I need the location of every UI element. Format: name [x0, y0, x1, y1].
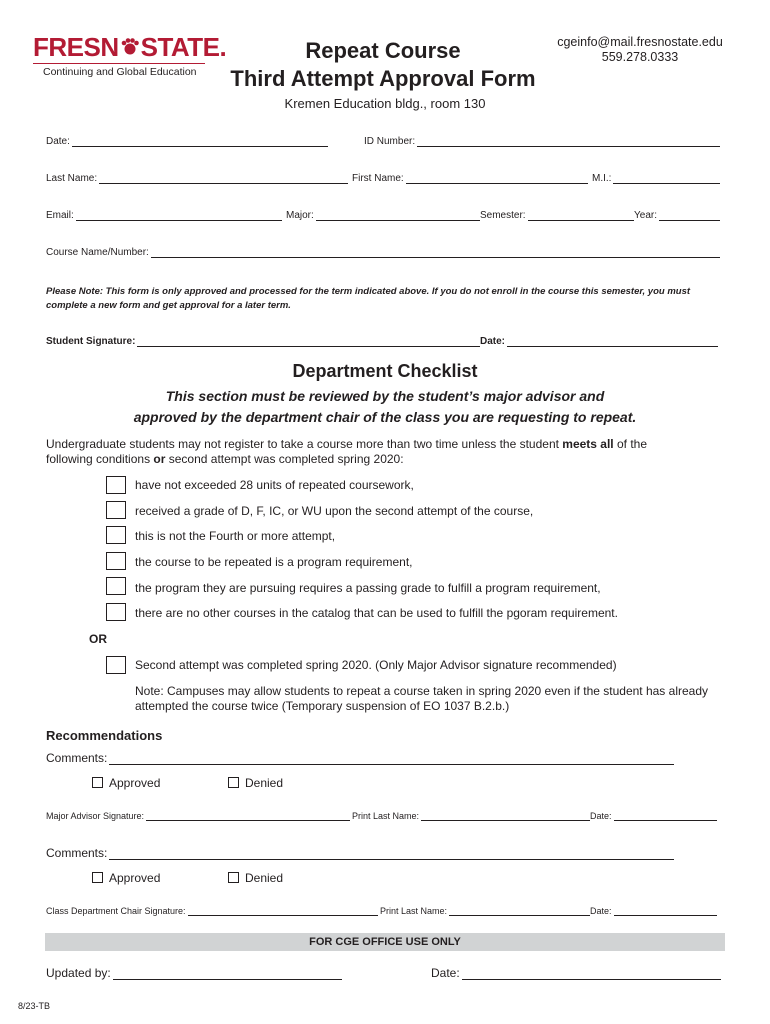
- denied-checkbox[interactable]: [228, 872, 239, 883]
- approved-checkbox[interactable]: [92, 872, 103, 883]
- checklist-subtitle-line-1: This section must be reviewed by the student’s major advisor and: [165, 388, 605, 404]
- advisor-date-field[interactable]: [614, 810, 717, 821]
- checklist-heading: Department Checklist: [292, 361, 478, 381]
- chair-denied-option[interactable]: [228, 871, 283, 885]
- semester-field[interactable]: [528, 210, 634, 221]
- office-use-bar: FOR CGE OFFICE USE ONLY: [45, 933, 725, 951]
- advisor-print-name-label: Print Last Name:: [352, 811, 420, 821]
- student-signature-field[interactable]: [137, 336, 480, 347]
- denied-label: Denied: [245, 776, 284, 790]
- or-label: OR: [89, 632, 107, 646]
- office-date-field[interactable]: [462, 967, 721, 980]
- advisor-denied-option[interactable]: [228, 776, 283, 790]
- chair-print-name-field[interactable]: [449, 905, 590, 916]
- checkbox-condition-6[interactable]: [106, 603, 126, 621]
- recommendations-heading: Recommendations: [46, 728, 163, 743]
- updated-by-field[interactable]: [113, 967, 342, 980]
- contact-phone: 559.278.0333: [601, 50, 679, 64]
- comments-1-label: Comments:: [46, 751, 108, 765]
- logo-rule: [33, 63, 205, 64]
- form-title: [220, 37, 546, 93]
- major-label: Major:: [286, 210, 314, 221]
- office-date-label: Date:: [431, 966, 460, 980]
- date-label: Date:: [46, 136, 70, 147]
- denied-checkbox[interactable]: [228, 777, 239, 788]
- student-signature-label: Student Signature:: [46, 336, 136, 347]
- first-name-label: First Name:: [352, 173, 404, 184]
- condition-3-label: this is not the Fourth or more attempt,: [135, 529, 336, 543]
- comments-2-label: Comments:: [46, 846, 108, 860]
- year-field[interactable]: [659, 210, 720, 221]
- logo-wordmark: FRESN STATE.: [33, 32, 227, 62]
- student-date-label: Date:: [480, 336, 506, 347]
- advisor-print-name-field[interactable]: [421, 810, 590, 821]
- checklist-subtitle: [0, 386, 770, 428]
- chair-signature-field[interactable]: [188, 905, 378, 916]
- chair-signature-label: Class Department Chair Signature:: [46, 906, 186, 916]
- checklist-intro: [46, 437, 686, 467]
- comments-1-field[interactable]: [109, 752, 674, 765]
- condition-5-label: the program they are pursuing requires a passing grade to fulfill a program requirement,: [135, 581, 601, 595]
- chair-date-field[interactable]: [614, 905, 717, 916]
- course-field[interactable]: [151, 247, 720, 258]
- denied-label: Denied: [245, 871, 284, 885]
- advisor-date-label: Date:: [590, 811, 612, 821]
- advisor-signature-field[interactable]: [146, 810, 350, 821]
- fresno-state-logo: [33, 34, 226, 78]
- mi-label: M.I.:: [592, 173, 612, 184]
- chair-approved-option[interactable]: [92, 871, 160, 885]
- approved-checkbox[interactable]: [92, 777, 103, 788]
- intro-text-a: Undergraduate students may not register to take a course more than two time unless the student: [46, 437, 563, 451]
- chair-date-label: Date:: [590, 906, 612, 916]
- id-number-label: ID Number:: [364, 136, 416, 147]
- email-field[interactable]: [76, 210, 282, 221]
- checkbox-condition-2[interactable]: [106, 501, 126, 519]
- bulldog-paw-icon: [120, 37, 140, 57]
- comments-2-field[interactable]: [109, 847, 674, 860]
- updated-by-label: Updated by:: [46, 966, 111, 980]
- please-note: Please Note: This form is only approved and processed for the term indicated above. If you do not enroll in the course this semester, you must complete a new form and get approval for a later term.: [46, 286, 691, 311]
- approved-label: Approved: [109, 871, 161, 885]
- logo-subtitle: Continuing and Global Education: [43, 66, 197, 78]
- chair-print-name-label: Print Last Name:: [380, 906, 448, 916]
- advisor-approved-option[interactable]: [92, 776, 160, 790]
- condition-4-label: the course to be repeated is a program requirement,: [135, 555, 413, 569]
- checkbox-condition-3[interactable]: [106, 526, 126, 544]
- intro-text-e: second attempt was completed spring 2020:: [165, 452, 404, 466]
- date-field[interactable]: [72, 136, 328, 147]
- year-label: Year:: [634, 210, 657, 221]
- last-name-label: Last Name:: [46, 173, 98, 184]
- email-label: Email:: [46, 210, 74, 221]
- intro-text-bold-or: or: [153, 452, 166, 466]
- semester-label: Semester:: [480, 210, 526, 221]
- course-label: Course Name/Number:: [46, 247, 149, 258]
- contact-block: [540, 35, 740, 65]
- footer-code: 8/23-TB: [18, 1001, 51, 1011]
- approved-label: Approved: [109, 776, 161, 790]
- title-line-1: Repeat Course: [305, 38, 461, 63]
- major-field[interactable]: [316, 210, 480, 221]
- checkbox-condition-4[interactable]: [106, 552, 126, 570]
- spring-2020-label: Second attempt was completed spring 2020. (Only Major Advisor signature recommended): [135, 658, 617, 672]
- condition-1-label: have not exceeded 28 units of repeated coursework,: [135, 478, 414, 492]
- checklist-subtitle-line-2: approved by the department chair of the class you are requesting to repeat.: [133, 409, 637, 425]
- contact-email: cgeinfo@mail.fresnostate.edu: [557, 35, 723, 49]
- condition-2-label: received a grade of D, F, IC, or WU upon the second attempt of the course,: [135, 504, 534, 518]
- checkbox-spring-2020[interactable]: [106, 656, 126, 674]
- last-name-field[interactable]: [99, 173, 348, 184]
- checkbox-condition-1[interactable]: [106, 476, 126, 494]
- campus-note: Note: Campuses may allow students to repeat a course taken in spring 2020 even if the student has already attempted the course twice (Temporary suspension of EO 1037 B.2.b.): [135, 684, 708, 713]
- title-line-2: Third Attempt Approval Form: [230, 66, 536, 91]
- student-date-field[interactable]: [507, 336, 718, 347]
- intro-text-bold-a: meets all: [562, 437, 614, 451]
- location: Kremen Education bldg., room 130: [284, 96, 486, 111]
- intro-text-c: of the following conditions: [46, 437, 648, 466]
- id-number-field[interactable]: [417, 136, 720, 147]
- checkbox-condition-5[interactable]: [106, 577, 126, 595]
- condition-6-label: there are no other courses in the catalog that can be used to fulfill the pgoram requirement.: [135, 606, 618, 620]
- advisor-signature-label: Major Advisor Signature:: [46, 811, 145, 821]
- first-name-field[interactable]: [406, 173, 588, 184]
- mi-field[interactable]: [613, 173, 720, 184]
